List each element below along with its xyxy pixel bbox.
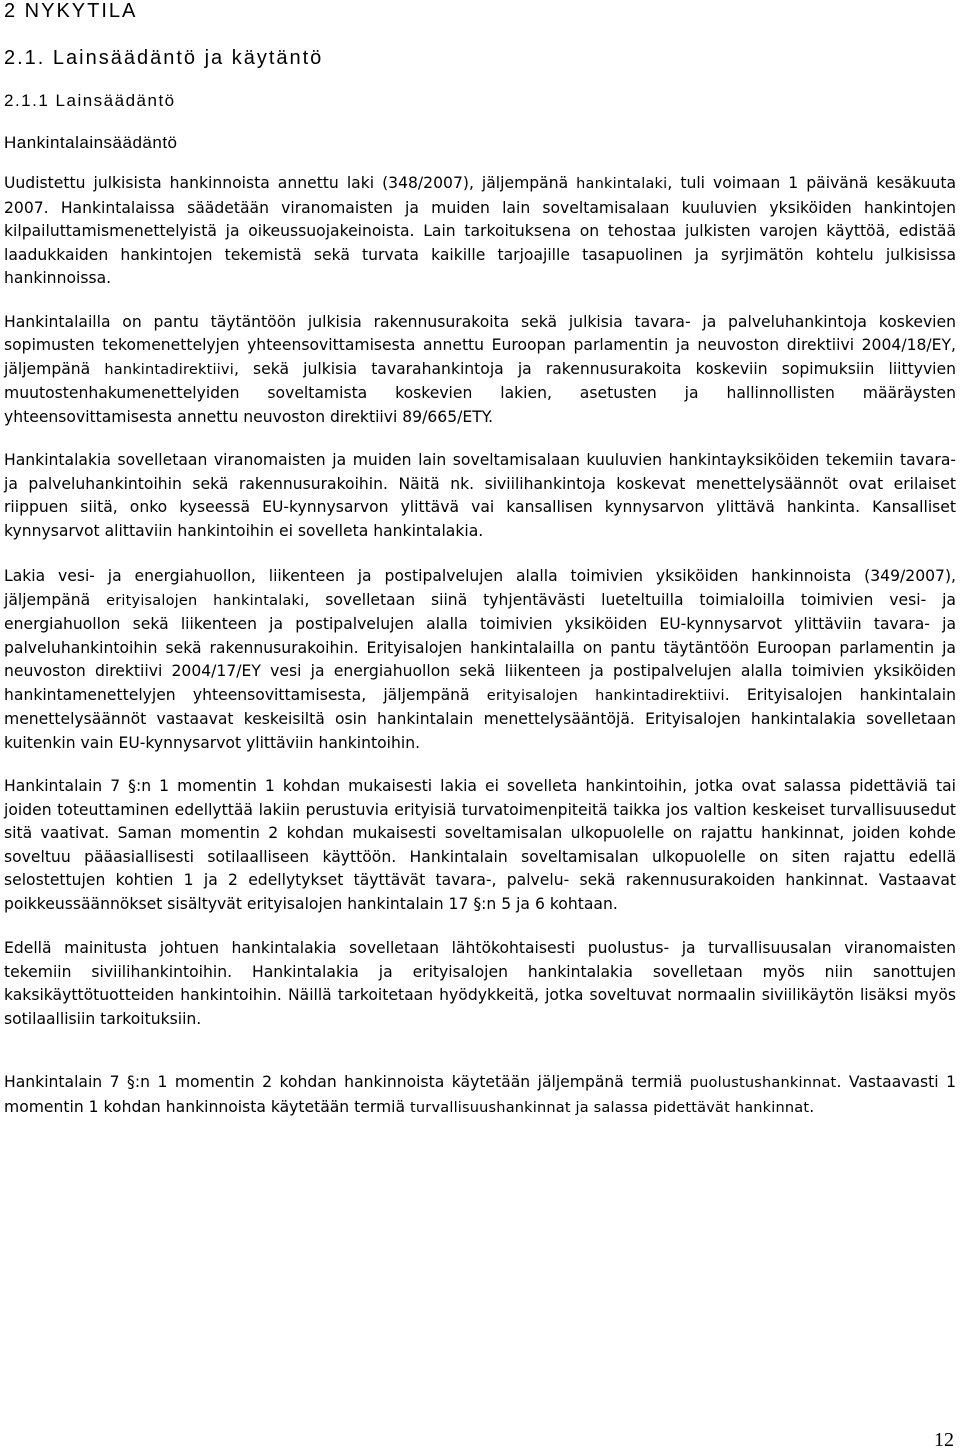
paragraph-soveltamisala: Hankintalain 7 §:n 1 momentin 1 kohdan mukaisesti lakia ei sovelleta hankintoihin, jotka ovat salassa pidettäviä tai joiden toteuttaminen edellyttää lakiin perustuvia erityisiä turvatoimenpiteitä taikka jos valtion keskeiset turvallisuusedut sitä vaativat. Saman momentin 2 kohdan mukaisesti soveltamisalan ulkopuolelle on rajattu hankinnat, joiden kohde soveltuu pääasiallisesti sotilaalliseen käyttöön. Hankintalain soveltamisalan ulkopuolelle on siten rajattu edellä selostettujen kohtien 1 ja 2 edellytykset täyttävät tavara-, palvelu- sekä rakennusurakoiden hankinnat. Vastaavat poikkeussäännökset sisältyvät erityisalojen hankintalain 17 §:n 5 ja 6 kohtaan. [4,777,956,913]
paragraph-text: , sovelletaan siinä tyhjentävästi lueteltuilla toimialoilla toimivien vesi- ja energiahuollon sekä liikenteen ja postipalvelujen alalla toimivien yksiköiden EU-kynnysarvot ylittäviin tavara- ja palveluhankintoihin sekä rakennusurakoihin. Erityisalojen hankintalailla on pantu täytäntöön Euroopan parlamentin ja neuvoston direktiivi 2004/17/EY vesi ja energiahuollon sekä liikenteen ja postipalvelujen alalla toimivien yksiköiden hankintamenettelyjen yhteensovittamisesta, jäljempänä [4,590,956,704]
paragraph-siviilihankinnat: Hankintalakia sovelletaan viranomaisten ja muiden lain soveltamisalaan kuuluvien hankintayksiköiden tekemiin tavara- ja palveluhankintoihin sekä rakennusurakoihin. Näitä nk. siviilihankintoja koskevat menettelysäännöt ovat erilaiset riippuen siitä, onko kyseessä EU-kynnysarvon ylittävä vai kansallisen kynnysarvon ylittävä hankinta. Kansalliset kynnysarvot alittaviin hankintoihin ei sovelleta hankintalakia. [4,451,956,540]
defined-term: erityisalojen hankintadirektiivi [486,687,725,704]
document-page [4,0,956,1120]
paragraph-text: . [809,1097,815,1116]
defined-term: puolustushankinnat [689,1075,837,1091]
paragraph-text: . Vastaavasti 1 momentin 1 kohdan hankinnoista käytetään termiä [4,1073,957,1116]
paragraph-text: Hankintalain 7 §:n 1 momentin 2 kohdan hankinnoista käytetään jäljempänä termiä [4,1073,690,1091]
defined-term: erityisalojen hankintalaki [106,592,305,609]
paragraph-text: , sekä julkisia tavarahankintoja ja rakennusurakoita koskeviin sopimuksiin liittyvien muutostenhakumenettelyiden soveltamista koskevien lakien, asetusten ja hallinnollisten määräysten yhteensovittamisesta annettu neuvoston direktiivi 89/665/ETY. [4,359,956,426]
paragraph-termit [4,1071,956,1120]
defined-term: hankintadirektiivi [104,361,234,378]
section-heading: 2.1. Lainsäädäntö ja käytäntö [4,47,324,69]
paragraph-hankintadirektiivi [4,311,956,430]
paragraph-erityisalojen-hankintalaki [4,565,956,755]
defined-term: turvallisuushankinnat ja salassa pidettävät hankinnat [410,1099,810,1116]
paragraph-text: , tuli voimaan 1 päivänä kesäkuuta 2007. Hankintalaissa säädetään viranomaisten ja muiden lain soveltamisalaan kuuluvien yksiköiden hankintojen kilpailuttamismenettelyistä ja oikeussuojakeinoista. Lain tarkoituksena on tehostaa julkisten varojen käyttöä, edistää laadukkaiden hankintojen tekemistä sekä turvata kaikille tarjoajille tasapuolinen ja syrjimätön kohtelu julkisissa hankinnoissa. [4,174,956,287]
subheading: Hankintalainsäädäntö [4,133,178,152]
paragraph-text: . Erityisalojen hankintalain menettelysäännöt vastaavat keskeisiltä osin hankintalain menettelysääntöjä. Erityisalojen hankintalakia sovelletaan kuitenkin vain EU-kynnysarvot ylittäviin hankintoihin. [4,685,956,752]
page-number: 12 [934,1429,954,1451]
paragraph-text: Lakia vesi- ja energiahuollon, liikenteen ja postipalvelujen alalla toimivien yksiköiden hankinnoista (349/2007), jäljempänä [4,567,956,609]
subsection-heading: 2.1.1 Lainsäädäntö [4,91,176,110]
chapter-heading: 2 NYKYTILA [4,0,138,22]
paragraph-kaksikayttotuotteet: Edellä mainitusta johtuen hankintalakia sovelletaan lähtökohtaisesti puolustus- ja turvallisuusalan viranomaisten tekemiin siviilihankintoihin. Hankintalakia ja erityisalojen hankintalakia sovelletaan myös niin sanottujen kaksikäyttötuotteiden hankintoihin. Näillä tarkoitetaan hyödykkeitä, jotka soveltuvat normaalin siviilikäytön lisäksi myös sotilaallisiin tarkoituksiin. [4,939,956,1028]
paragraph-hankintalaki [4,172,956,291]
defined-term: hankintalaki [576,176,668,192]
paragraph-text: Uudistettu julkisista hankinnoista annettu laki (348/2007), jäljempänä [4,174,577,192]
paragraph-text: Hankintalailla on pantu täytäntöön julkisia rakennusurakoita sekä julkisia tavara- ja palveluhankintoja koskevien sopimusten tekomenettelyjen yhteensovittamisesta annettu Euroopan parlamentin ja neuvoston direktiivi 2004/18/EY, jäljempänä [4,312,956,378]
